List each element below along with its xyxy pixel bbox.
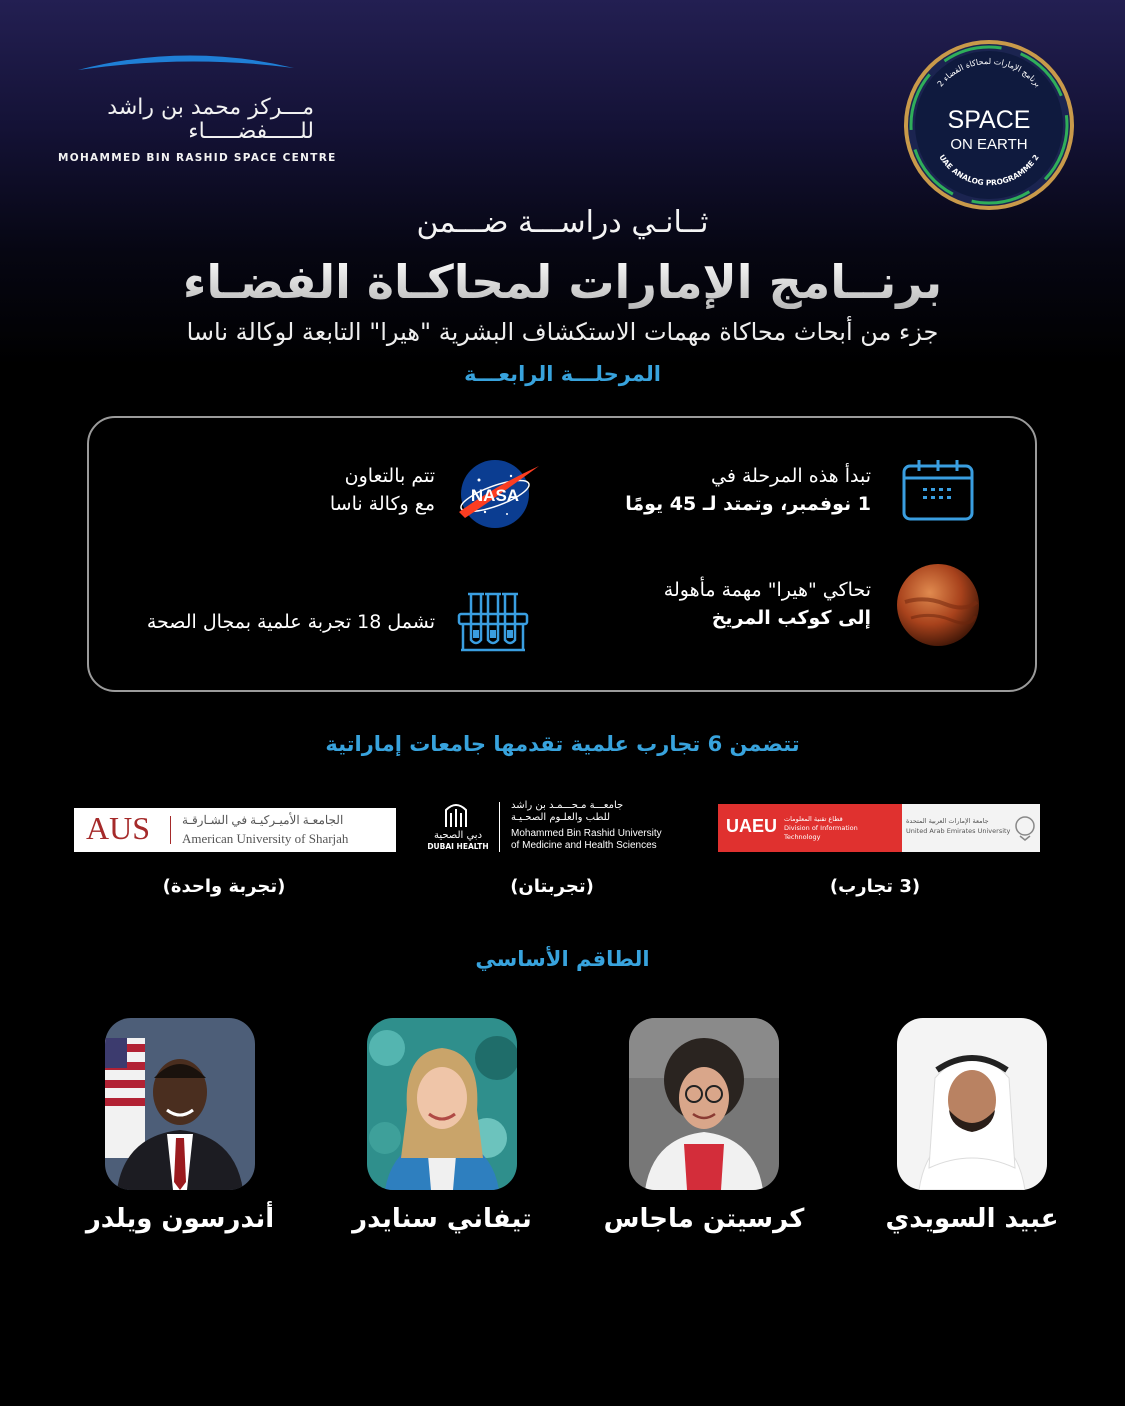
space-on-earth-badge (902, 38, 1076, 212)
mbrsc-arabic-line2: للـــــفضـــــاء (188, 119, 314, 144)
mbru-divider (499, 802, 500, 852)
mbru-logo (425, 798, 677, 856)
info-box (87, 416, 1037, 692)
crew-name-1: عبيد السويدي (885, 1204, 1059, 1234)
nasa-line2: مع وكالة ناسا (329, 493, 435, 515)
dubai-health-en: DUBAI HEALTH (427, 842, 489, 851)
crew-name-2: كرسيتن ماجاس (603, 1204, 805, 1234)
mbrsc-english-name: MOHAMMED BIN RASHID SPACE CENTRE (58, 152, 337, 164)
mars-mission-text (551, 576, 871, 632)
universities-heading: تتضمن 6 تجارب علمية تقدمها جامعات إماراتية (325, 732, 800, 756)
mbru-name-ar (511, 800, 677, 824)
aus-count: (تجربة واحدة) (162, 876, 286, 897)
page-title: برنــامج الإمارات لمحاكـاة الفضـاء (0, 255, 1125, 309)
aus-name-ar: الجامعـة الأميـركيـة في الشـارقـة (182, 813, 344, 827)
mbru-name-en (511, 828, 681, 852)
mars-line2: إلى كوكب المريخ (711, 607, 871, 629)
uaeu-name (906, 816, 1012, 836)
calendar-icon (901, 458, 975, 526)
mbrsc-logo (58, 48, 337, 172)
uaeu-brand: UAEU (726, 816, 778, 836)
uaeu-name-ar: جامعة الإمارات العربية المتحدة (906, 817, 989, 825)
crew-name-3: تيفاني سنايدر (352, 1204, 532, 1234)
program-description: جزء من أبحاث محاكاة مهمات الاستكشاف البشرية "هيرا" التابعة لوكالة ناسا (186, 318, 939, 346)
uaeu-name-en: United Arab Emirates University (906, 827, 1011, 835)
badge-on-earth-text: ON EARTH (950, 136, 1028, 153)
nasa-logo-text: NASA (470, 486, 520, 505)
badge-top-text: برنامج الإمارات لمحاكاة الفضاء 2 (935, 56, 1043, 89)
crew-photo-3 (367, 1018, 517, 1190)
badge-space-text: SPACE (947, 106, 1031, 134)
nasa-logo (455, 456, 541, 536)
mbru-count: (تجربتان) (510, 876, 594, 897)
aus-name-en: American University of Sharjah (182, 831, 349, 846)
aus-abbr: AUS (86, 810, 151, 846)
uaeu-division (784, 815, 896, 842)
mbrsc-arc-icon (76, 48, 296, 72)
uaeu-division-en: Division of Information Technology (784, 824, 858, 841)
start-date-line2: 1 نوفمبر، وتمتد لـ 45 يومًا (625, 493, 871, 515)
experiments-text (95, 608, 435, 636)
nasa-collaboration-text (215, 462, 435, 518)
aus-logo (74, 808, 396, 852)
mbrsc-arabic-name (52, 96, 314, 144)
subtitle: ثــانـي دراســـة ضـــمن (416, 205, 709, 240)
uae-emblem-icon (1014, 814, 1036, 842)
start-date-line1: تبدأ هذه المرحلة في (710, 465, 871, 487)
mbru-en-line1: Mohammed Bin Rashid University (511, 828, 662, 839)
experiments-line: تشمل 18 تجربة علمية بمجال الصحة (146, 611, 435, 633)
crew-name-4: أندرسون ويلدر (85, 1204, 275, 1234)
dubai-health-icon (443, 800, 469, 828)
mars-icon (895, 562, 981, 652)
uaeu-red-block (718, 804, 902, 852)
nasa-line1: تتم بالتعاون (344, 465, 435, 487)
mbru-ar-line1: جامعـــة مـحـــمـد بن راشد (511, 800, 624, 811)
crew-photo-2 (629, 1018, 779, 1190)
uaeu-count: (3 تجارب) (829, 876, 921, 897)
start-date-text (551, 462, 871, 518)
crew-heading: الطاقم الأساسي (475, 947, 650, 971)
mbrsc-arabic-line1: مـــركز محمد بن راشد (107, 95, 314, 120)
uaeu-logo (718, 804, 1040, 852)
aus-divider (170, 816, 171, 844)
phase-heading: المرحلـــة الرابعـــة (464, 362, 661, 386)
dubai-health-ar: دبي الصحية (433, 830, 483, 841)
test-tubes-icon (457, 588, 529, 658)
mars-line1: تحاكي "هيرا" مهمة مأهولة (663, 579, 871, 601)
uaeu-division-ar: قطاع تقنية المعلومات (784, 815, 843, 823)
badge-bottom-text: UAE ANALOG PROGRAMME 2 (937, 152, 1041, 188)
mbru-en-line2: of Medicine and Health Sciences (511, 840, 657, 851)
crew-photo-4 (105, 1018, 255, 1190)
mbru-ar-line2: للطب والعلـوم الصحـيـة (511, 812, 611, 823)
crew-photo-1 (897, 1018, 1047, 1190)
